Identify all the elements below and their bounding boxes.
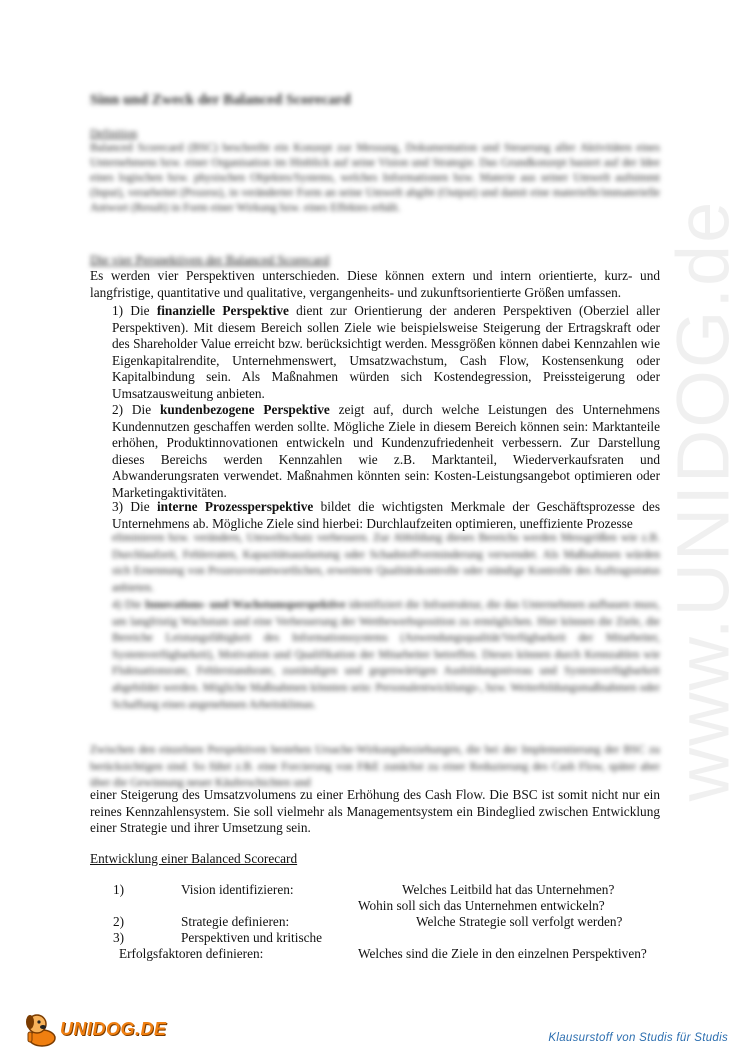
step2-label: Strategie definieren:: [181, 914, 290, 929]
perspectives-intro: Es werden vier Perspektiven unterschieden. Diese können extern und intern orientierte, kurz- und langfristige, quantitative und qualitative, vergangenheits- und zukunftsorientierte Größen umfassen.: [90, 268, 660, 300]
item-text: dient zur Orientierung der anderen Perspektiven (Oberziel aller Perspektiven). Mit diesem Bereich sollen Ziele wie beispielsweise Steigerung der Ertragskraft oder des Shareholder Value erreicht bzw. berücksichtigt werden. Messgrößen können dabei Kennzahlen wie Eigenkapitalrendite, Unternehmenswert, Umsatzwachstum, Cash Flow, Kostensenkung oder Kapitalbindung sein. Als Maßnahmen würden sich Kostendegression, Preissteigerung oder Umsatzausweitung anbieten.: [112, 303, 661, 401]
perspective-item-process: [112, 499, 660, 532]
step2-question1: Welche Strategie soll verfolgt werden?: [416, 914, 623, 929]
footer-slogan: Klausurstoff von Studis für Studis: [548, 1032, 728, 1044]
perspective-item-financial: [112, 303, 660, 403]
perspectives-heading: Die vier Perspektiven der Balanced Scorecard: [90, 252, 330, 267]
watermark-text: www.UNIDOG.de: [661, 199, 745, 801]
step3-number: 3): [113, 930, 125, 945]
item-text: bildet die wichtigsten Merkmale der Geschäftsprozesse des Unternehmens ab. Mögliche Ziele sind hierbei: Durchlaufzeiten optimieren, uneffiziente Prozesse: [112, 499, 661, 531]
perspective-item-customer: [112, 402, 660, 502]
step3-label: Perspektiven und kritische: [181, 930, 323, 945]
definition-text: Balanced Scorecard (BSC) beschreibt ein Konzept zur Messung, Dokumentation und Steuerung aller Aktivitäten eines Unternehmens bzw. einer Organisation im Hinblick auf seine Vision und Strategie. Das Grundkonzept basiert auf der Idee eines logischen bzw. physischen Objektes/Systems, welches Informationen bzw. Materie aus seiner Umwelt aufnimmt (Input), verarbeitet (Prozess), in veränderter Form an seine Umwelt abgibt (Output) und damit eine materielle/immaterielle Antwort (Result) in Form einer Wirkung bzw. eines Effektes erhält.: [90, 142, 660, 214]
item-title: Innovations- und Wachstumsperspektive: [144, 599, 346, 611]
summary-blurred: Zwischen den einzelnen Perspektiven bestehen Ursache-Wirkungsbeziehungen, die bei der Implementierung der BSC zu berücksichtigen sind. So führt z.B. eine Forcierung von F&E zunächst zu einer Reduzierung des Cash Flow, später aber über die Gewinnung neuer Käuferschichten und: [90, 744, 660, 790]
step1-label: Vision identifizieren:: [181, 882, 294, 897]
item-text: identifiziert die Infrastruktur, die das Unternehmen aufbauen muss, um langfristig Wachstum und eine Verbesserung der Wettbewerbsposition zu ermöglichen. Hier können die Ziele, die Bereiche Leistungsfähigkeit des Informationssystems (Anwendungsqualität/Verfügbarkeit der Mitarbeiter, Systemverfügbarkeit), Motivation und Qualifikation der Mitarbeiter betreffen. Dieses können durch Kennzahlen wie Fluktuationsrate, Fehlerstandsrate, zuständigen und gegenwärtigen Ausbildungsniveau und Systemverfügbarkeit abgebildet werden. Mögliche Maßnahmen könnten sein: Personalentwicklungs-, bzw. Weiterbildungsmaßnahmen oder Schaffung eines angenehmen Arbeitsklimas.: [112, 599, 661, 711]
document-title: Sinn und Zweck der Balanced Scorecard: [90, 92, 351, 108]
summary-text: einer Steigerung des Umsatzvolumens zu einer Erhöhung des Cash Flow. Die BSC ist somit nicht nur ein reines Kennzahlensystem. Sie soll vielmehr als Managementsystem ein Bindeglied zwischen Entwicklung einer Strategie und ihrer Umsetzung sein.: [90, 787, 660, 836]
item-number: 4): [112, 599, 122, 611]
step2-number: 2): [113, 914, 125, 929]
item-prefix: Die: [130, 499, 150, 514]
item-number: 2): [112, 402, 124, 417]
item-title: finanzielle Perspektive: [156, 303, 289, 318]
item-prefix: Die: [130, 303, 150, 318]
dog-icon: [22, 1008, 62, 1050]
step1-question1: Welches Leitbild hat das Unternehmen?: [402, 882, 615, 897]
logo-text: UNIDOG.DE: [60, 1019, 167, 1039]
definition-heading: Definition: [90, 128, 138, 140]
step3-question1: Welches sind die Ziele in den einzelnen Perspektiven?: [358, 946, 647, 961]
perspective-item-process-blurred: eliminieren bzw. verändern, Umweltschutz verbessern. Zur Abbildung dieses Bereichs werden Messgrößen wie z.B. Durchlaufzeit, Fehlerraten, Kapazitätsauslastung oder Schadstoffverminderung verwendet. Als Maßnahmen würden sich Ernennung von Prozessverantwortlichen, erweiterte Qualitätskontrolle oder ständige Kontrolle des Auftragsstatus anbieten.: [112, 532, 660, 594]
step1-question2: Wohin soll sich das Unternehmen entwickeln?: [358, 898, 605, 913]
item-number: 3): [112, 499, 124, 514]
unidog-logo: [22, 1008, 167, 1050]
item-title: kundenbezogene Perspektive: [159, 402, 330, 417]
perspective-item-innovation: [112, 597, 660, 713]
item-prefix: Die: [124, 599, 142, 611]
item-text: zeigt auf, durch welche Leistungen des Unternehmens Kundennutzen geschaffen werden sollte. Mögliche Ziele in diesem Bereich können sein: Marktanteile erhöhen, Produktinnovationen entwickeln und Kundenzufriedenheit verbessern. Zur Darstellung dieses Bereichs werden Kennzahlen wie z.B. Marktanteil, Wiederverkaufsraten und Abwanderungsraten verwendet. Maßnahmen könnten sein: Kosten-Leistungsangebot optimieren oder Marketingaktivitäten.: [112, 402, 660, 500]
item-title: interne Prozessperspektive: [156, 499, 314, 514]
step3-label-continued: Erfolgsfaktoren definieren:: [119, 946, 264, 961]
item-number: 1): [112, 303, 124, 318]
step1-number: 1): [113, 882, 125, 897]
item-prefix: Die: [131, 402, 152, 417]
development-heading: Entwicklung einer Balanced Scorecard: [90, 851, 298, 866]
